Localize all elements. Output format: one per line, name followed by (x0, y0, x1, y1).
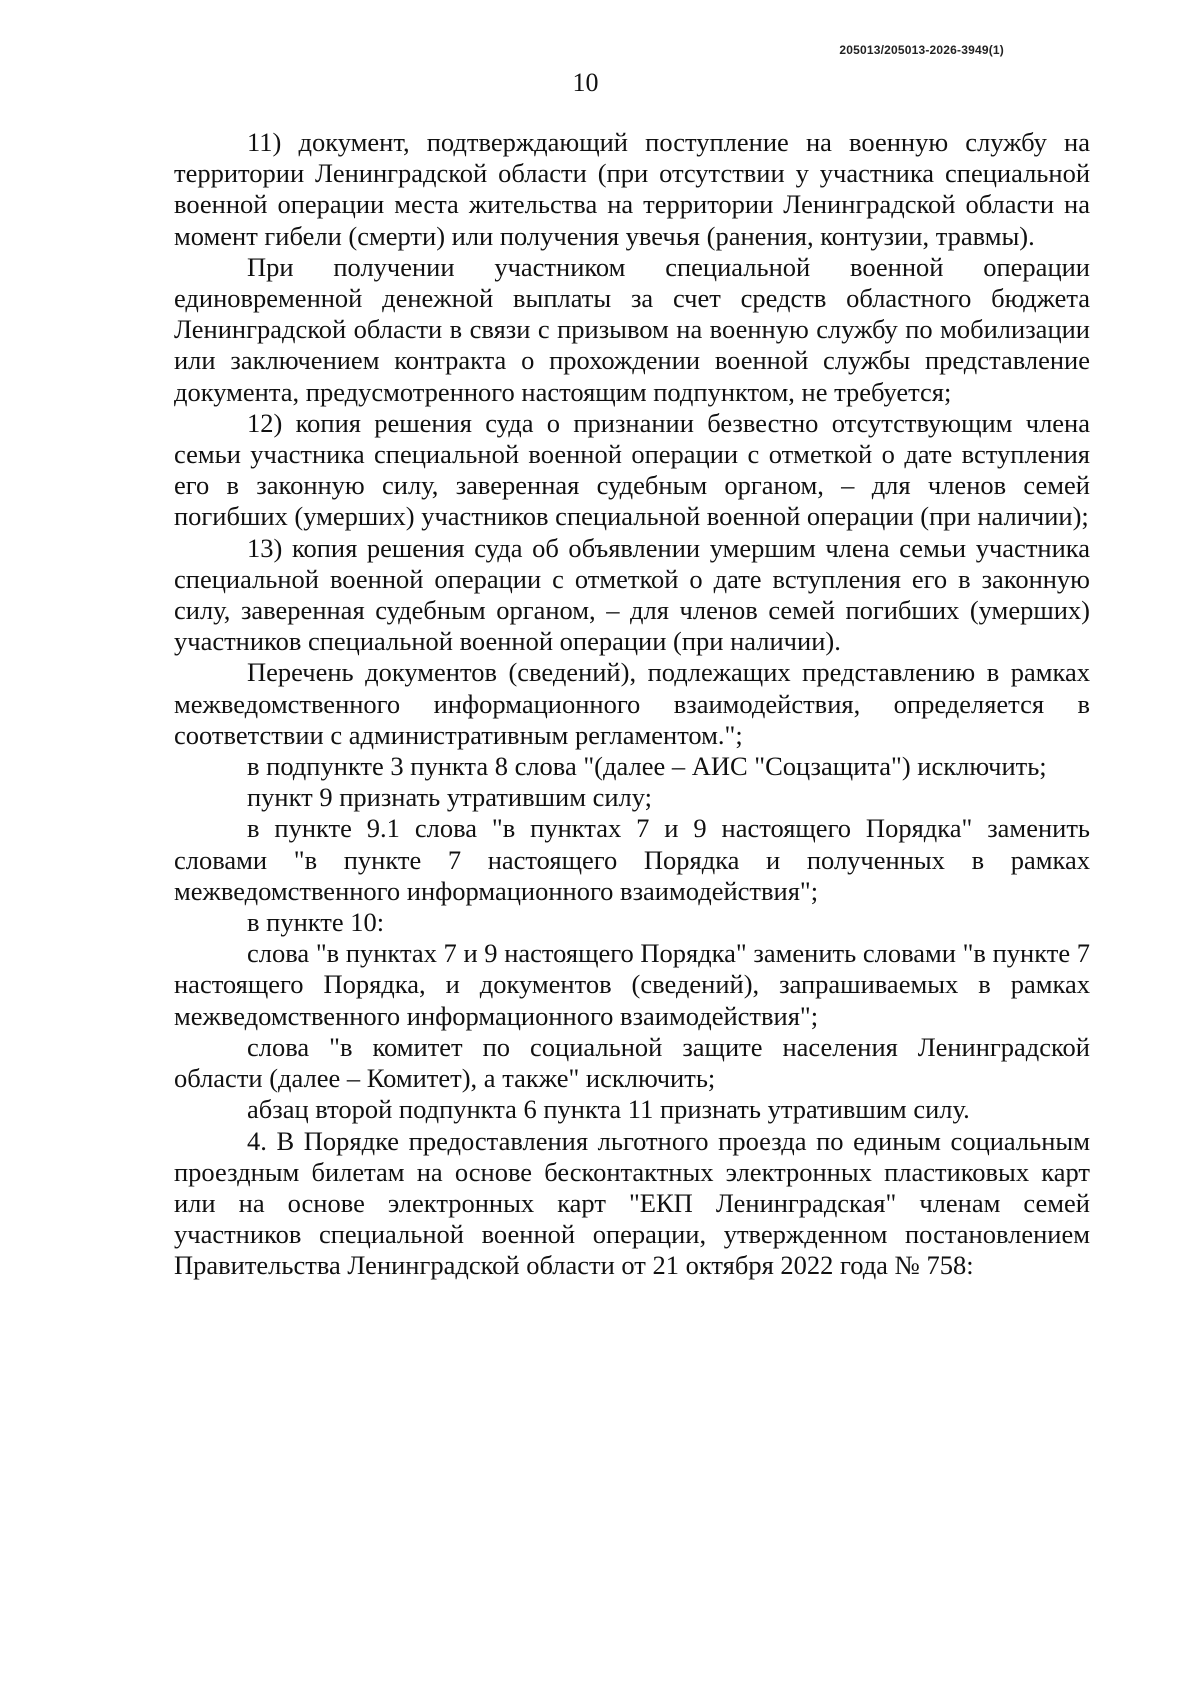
paragraph-note: При получении участником специальной военной операции единовременной денежной выплаты за счет средств областного бюджета Ленинградской области в связи с призывом на военную службу по мобилизации или заключением контракта о прохождении военной службы представление документа, предусмотренного настоящим подпунктом, не требуется; (174, 251, 1090, 407)
paragraph-amendment: в пункте 9.1 слова "в пунктах 7 и 9 настоящего Порядка" заменить словами "в пункте 7 настоящего Порядка и полученных в рамках межведомственного информационного взаимодействия"; (174, 813, 1090, 906)
page-number: 10 (572, 68, 599, 97)
paragraph-amendment: слова "в пунктах 7 и 9 настоящего Порядка" заменить словами "в пункте 7 настоящего Порядка, и документов (сведений), запрашиваемых в рамках межведомственного информационного взаимодействия"; (174, 938, 1090, 1031)
paragraph-amendment: пункт 9 признать утратившим силу; (247, 782, 653, 813)
paragraph-section-4: 4. В Порядке предоставления льготного проезда по единым социальным проездным билетам на основе бесконтактных электронных пластиковых карт или на основе электронных карт "ЕКП Ленинградская" членам семей участников специальной военной операции, утвержденном постановлением Правительства Ленинградской области от 21 октября 2022 года № 758: (174, 1125, 1090, 1281)
document-id: 205013/205013-2026-3949(1) (839, 43, 1004, 57)
paragraph-amendment: слова "в комитет по социальной защите населения Ленинградской области (далее – Комитет), а также" исключить; (174, 1031, 1090, 1094)
document-body (174, 127, 1090, 1282)
paragraph-amendment: в подпункте 3 пункта 8 слова "(далее – АИС "Соцзащита") исключить; (247, 751, 1047, 782)
paragraph-item-12: 12) копия решения суда о признании безвестно отсутствующим члена семьи участника специальной военной операции с отметкой о дате вступления его в законную силу, заверенная судебным органом, – для членов семей погибших (умерших) участников специальной военной операции (при наличии); (174, 407, 1090, 532)
paragraph-list-documents: Перечень документов (сведений), подлежащих представлению в рамках межведомственного информационного взаимодействия, определяется в соответствии с административным регламентом."; (174, 657, 1090, 750)
paragraph-item-11: 11) документ, подтверждающий поступление на военную службу на территории Ленинградской области (при отсутствии у участника специальной военной операции места жительства на территории Ленинградской области на момент гибели (смерти) или получения увечья (ранения, контузии, травмы). (174, 127, 1090, 251)
paragraph-amendment: в пункте 10: (247, 907, 385, 938)
paragraph-item-13: 13) копия решения суда об объявлении умершим члена семьи участника специальной военной операции с отметкой о дате вступления его в законную силу, заверенная судебным органом, – для членов семей погибших (умерших) участников специальной военной операции (при наличии). (174, 532, 1090, 657)
paragraph-amendment: абзац второй подпункта 6 пункта 11 признать утратившим силу. (247, 1094, 970, 1125)
